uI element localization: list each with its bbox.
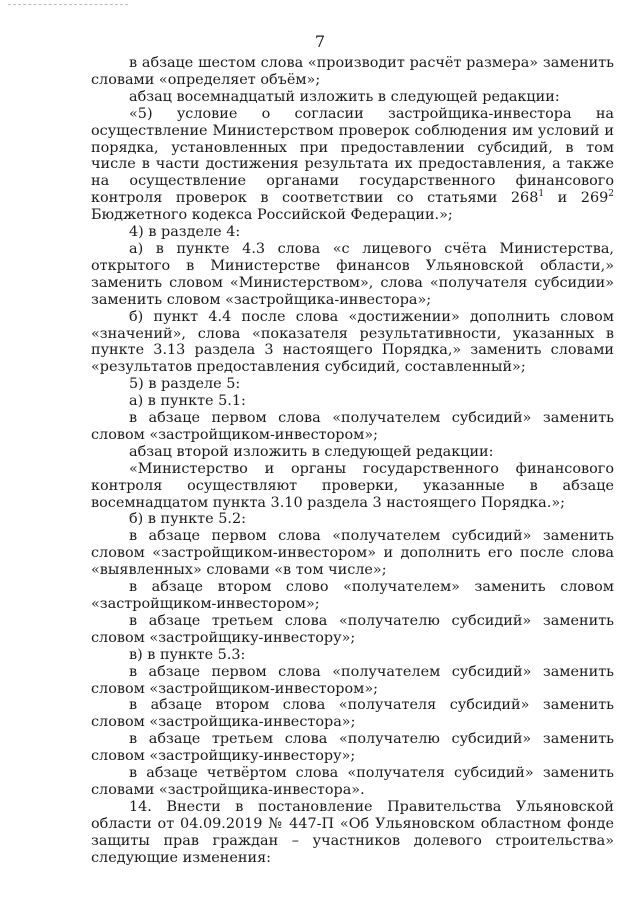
paragraph-3-text: «5) условие о согласии застройщика-инвестора на осуществление Министерством проверок соблюдения им условий и порядка, установленных при предоставлении субсидий, в том числе в части достижения результата их предоставления, а также на осуществление органами государственного финансового контроля проверок в соответствии со статьями 268 [91, 105, 614, 207]
paragraph-8: а) в пункте 5.1: [129, 393, 246, 410]
superscript-1: 1 [538, 189, 545, 200]
paragraph-9: в абзаце первом слова «получателем субсидий» заменить словом «застройщиком-инвестором»; [91, 410, 614, 443]
paragraph-4: 4) в разделе 4: [129, 224, 241, 241]
paragraph-6: б) пункт 4.4 после слова «достижении» дополнить словом «значений», слова «показателя результативности, указанных в пункте 3.13 раздела 3 настоящего Порядка,» заменить словами «результатов предоставления субсидий, составленный»; [91, 308, 614, 376]
page-number: 7 [314, 32, 326, 51]
paragraph-13: в абзаце первом слова «получателем субсидий» заменить словом «застройщиком-инвестором» и дополнить его после слова «выявленных» словами «в том числе»; [91, 528, 614, 579]
paragraph-12: б) в пункте 5.2: [129, 511, 246, 528]
paragraph-3-text-b: и 269 [544, 190, 609, 207]
paragraph-21: 14. Внести в постановление Правительства Ульяновской области от 04.09.2019 № 447-П «Об Ульяновском областном фонде защиты прав граждан – участников долевого строительства» следующие изменения: [91, 798, 614, 866]
paragraph-15: в абзаце третьем слова «получателю субсидий» заменить словом «застройщику-инвестору»; [91, 612, 614, 646]
scan-edge-marks [8, 4, 128, 7]
document-body [91, 55, 614, 867]
paragraph-18: в абзаце втором слова «получателя субсидий» заменить словом «застройщика-инвестора»; [91, 697, 614, 731]
paragraph-5: а) в пункте 4.3 слова «с лицевого счёта Министерства, открытого в Министерстве финансов Ульяновской области,» заменить словом «Министерством», слова «получателя субсидии» заменить словом «застройщика-инвестора»; [91, 240, 614, 308]
paragraph-7: 5) в разделе 5: [129, 376, 241, 393]
superscript-2: 2 [608, 189, 614, 200]
paragraph-3-text-c: Бюджетного кодекса Российской Федерации.»; [91, 207, 453, 224]
paragraph-1: в абзаце шестом слова «производит расчёт размера» заменить словами «определяет объём»; [91, 55, 614, 88]
paragraph-16: в) в пункте 5.3: [129, 646, 246, 663]
paragraph-3 [91, 106, 614, 224]
paragraph-20: в абзаце четвёртом слова «получателя субсидий» заменить словами «застройщика-инвестора». [91, 765, 614, 798]
paragraph-2: абзац восемнадцатый изложить в следующей редакции: [129, 88, 560, 105]
paragraph-10: абзац второй изложить в следующей редакции: [129, 443, 494, 460]
paragraph-11: «Министерство и органы государственного финансового контроля осуществляют проверки, указанные в абзаце восемнадцатом пункта 3.10 раздела 3 настоящего Порядка.»; [91, 460, 614, 511]
paragraph-17: в абзаце первом слова «получателем субсидий» заменить словом «застройщиком-инвестором»; [91, 663, 614, 697]
paragraph-14: в абзаце втором слово «получателем» заменить словом «застройщиком-инвестором»; [91, 579, 614, 612]
paragraph-19: в абзаце третьем слова «получателю субсидий» заменить словом «застройщику-инвестору»; [91, 731, 614, 765]
